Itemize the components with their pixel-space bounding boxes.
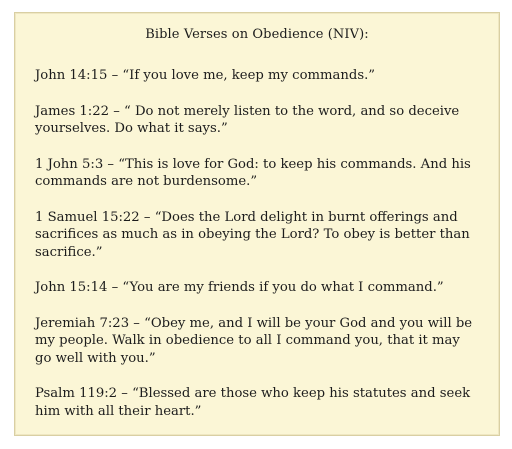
verse-text: “Obey me, and I will be your God and you will be my people. Walk in obedience to all I command you, that it may go well with you.” <box>35 315 473 366</box>
verse-text: “You are my friends if you do what I command.” <box>122 280 444 295</box>
verse-reference: James 1:22 – <box>35 104 124 119</box>
verse-1-john-5-3 <box>35 156 479 191</box>
verse-text: “ Do not merely listen to the word, and so deceive yourselves. Do what it says.” <box>35 103 460 136</box>
verse-reference: Psalm 119:2 – <box>35 386 132 401</box>
verse-psalm-119-2 <box>35 385 479 420</box>
verse-text: “This is love for God: to keep his commands. And his commands are not burdensome.” <box>35 156 471 189</box>
verse-reference: Jeremiah 7:23 – <box>35 316 144 331</box>
verse-text: “If you love me, keep my commands.” <box>122 68 376 83</box>
verse-reference: John 15:14 – <box>35 280 122 295</box>
verse-reference: 1 Samuel 15:22 – <box>35 210 155 225</box>
verse-reference: John 14:15 – <box>35 68 122 83</box>
verse-jeremiah-7-23 <box>35 315 479 368</box>
verse-text: “Does the Lord delight in burnt offerings and sacrifices as much as in obeying the Lord? To obey is better than sacrifice.” <box>35 209 470 260</box>
verses-card <box>14 12 500 436</box>
verse-1-samuel-15-22 <box>35 209 479 262</box>
verse-text: “Blessed are those who keep his statutes and seek him with all their heart.” <box>35 386 471 419</box>
verse-reference: 1 John 5:3 – <box>35 157 118 172</box>
document-title: Bible Verses on Obedience (NIV): <box>145 27 369 42</box>
verse-john-15-14 <box>35 279 479 297</box>
verse-james-1-22 <box>35 103 479 138</box>
verse-john-14-15 <box>35 67 479 85</box>
